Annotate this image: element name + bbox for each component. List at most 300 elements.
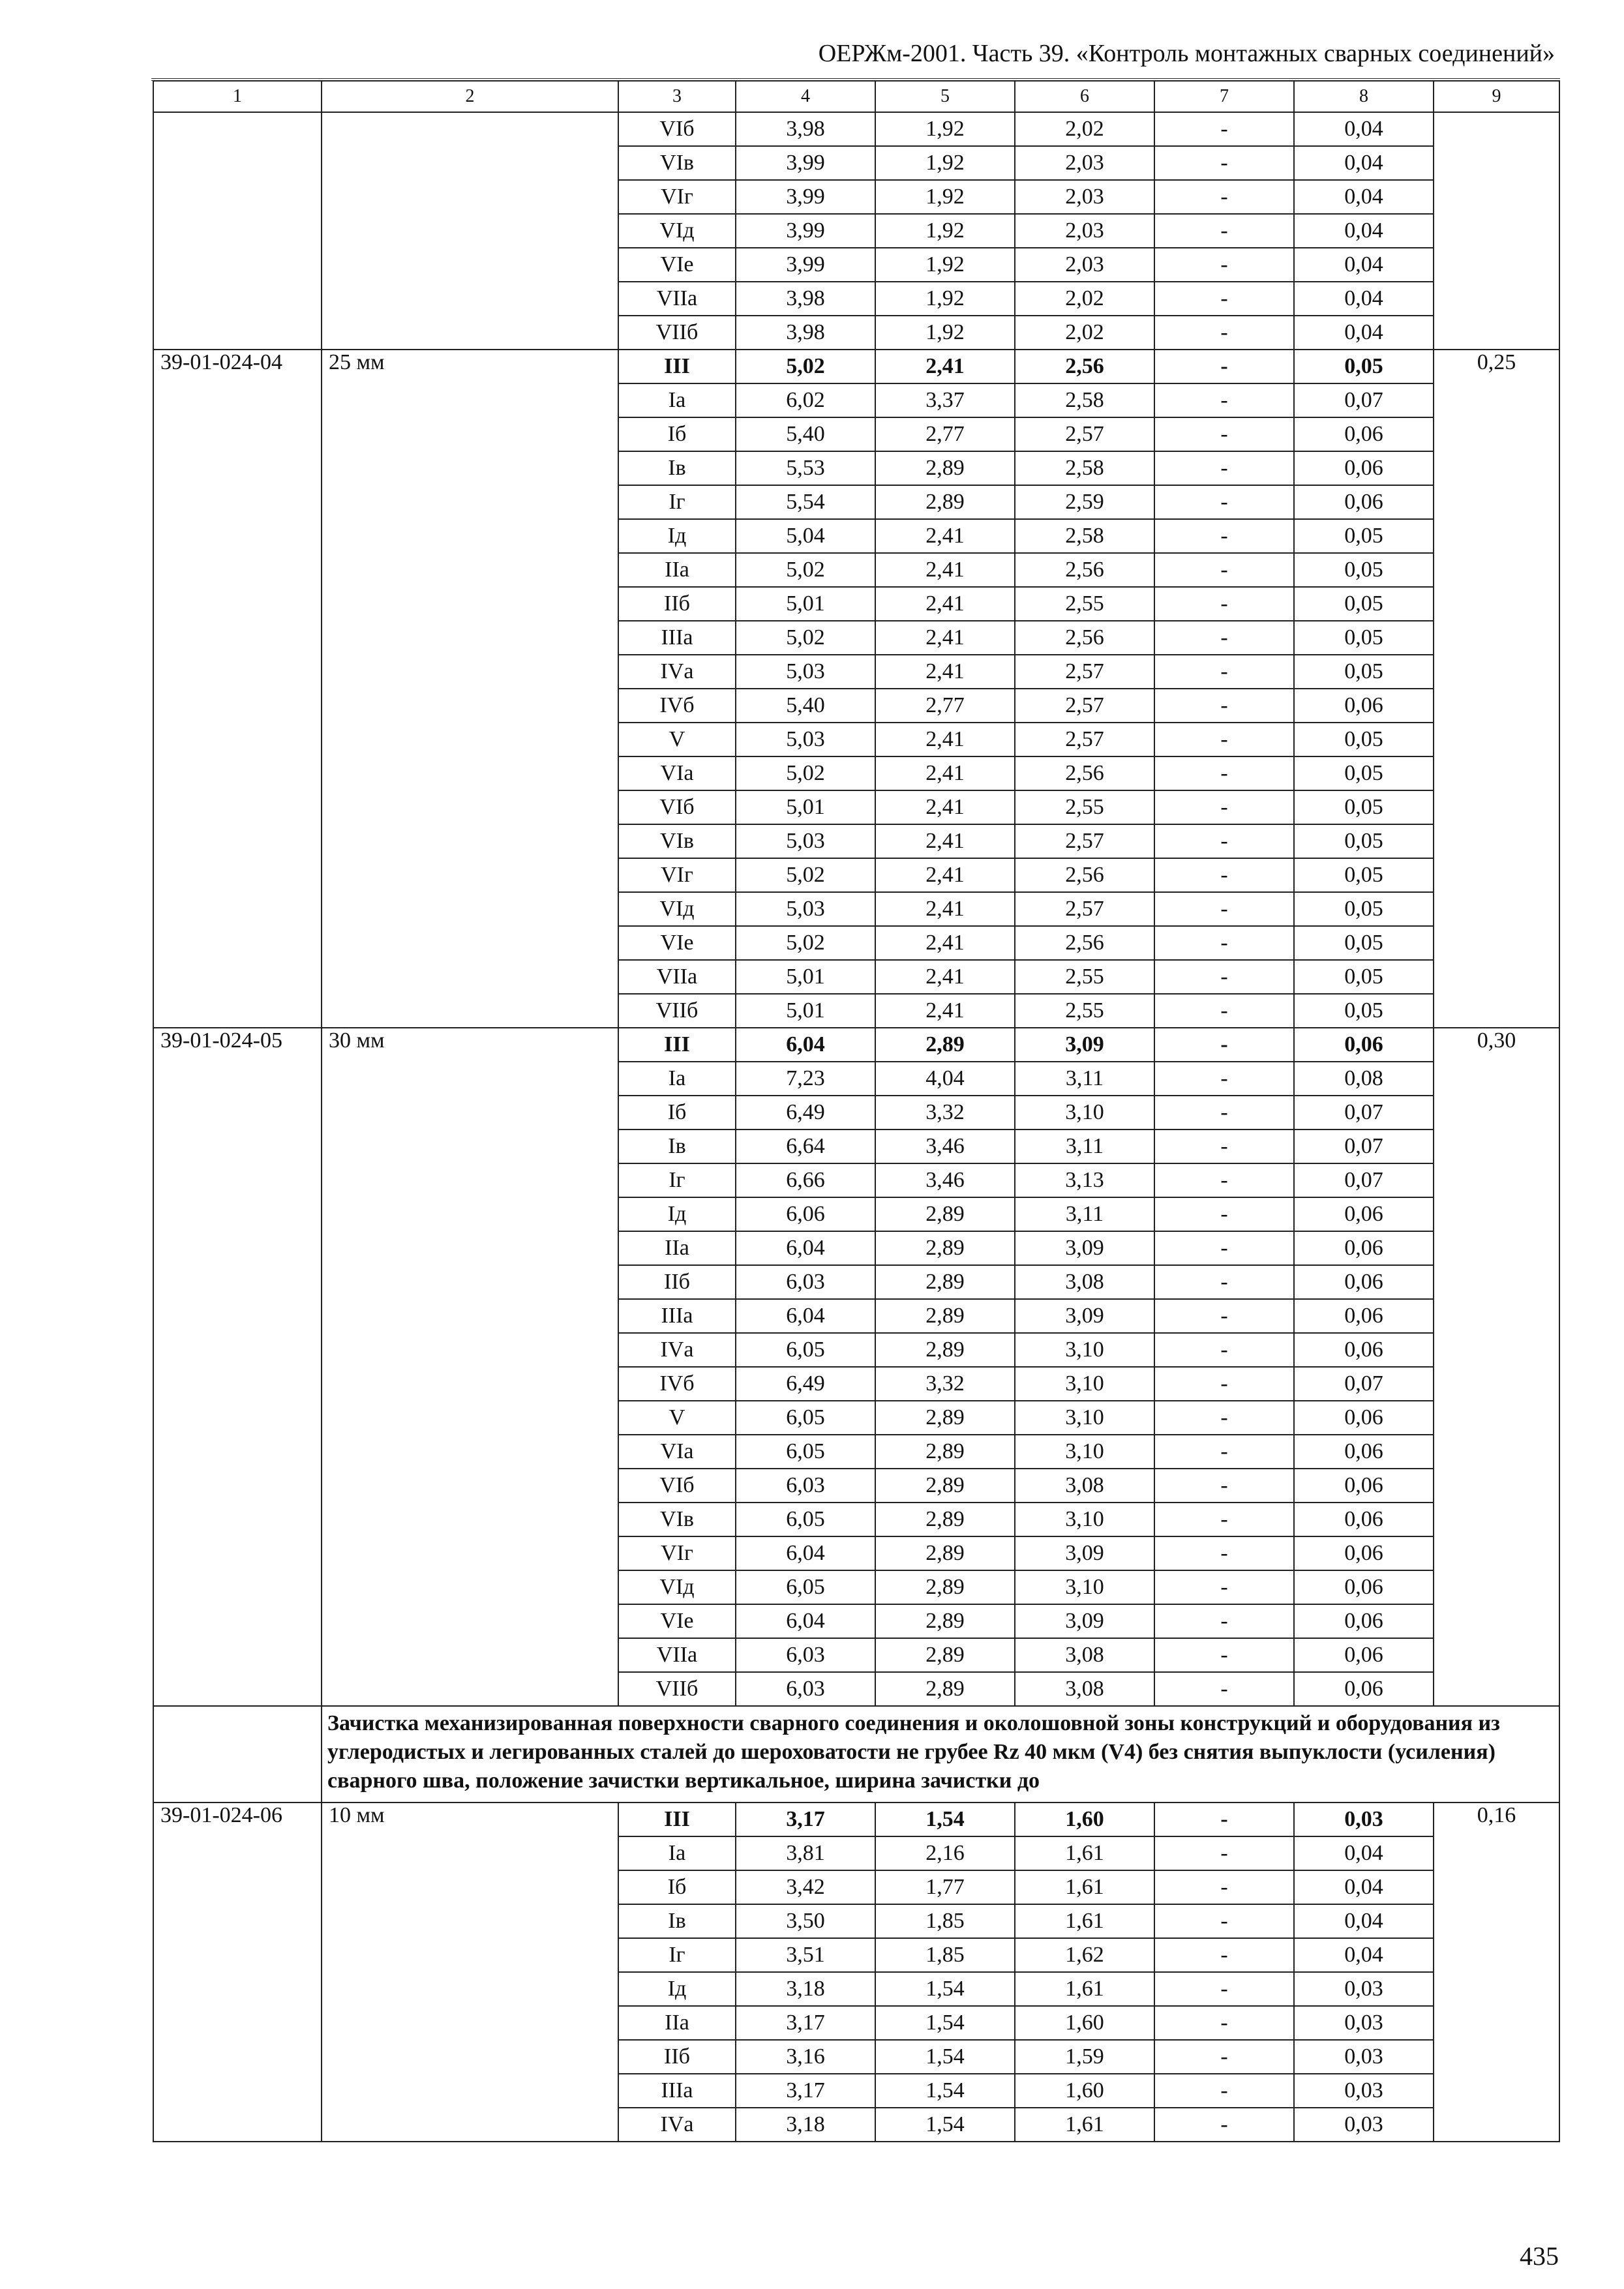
value-cell: 0,04 [1294,1938,1434,1972]
thickness-cell: 10 мм [322,1803,618,1836]
value-cell: 0,06 [1294,1536,1434,1570]
value-cell: 2,56 [1015,756,1154,790]
code-cell [153,1062,322,1096]
value-cell: 3,10 [1015,1503,1154,1536]
norm-cell [1434,1367,1559,1401]
value-cell: IIа [618,1231,736,1265]
code-cell: 39-01-024-05 [153,1028,322,1062]
thickness-cell [322,282,618,316]
table-row [153,2074,1559,2108]
value-cell: IVа [618,2108,736,2142]
value-cell: 1,61 [1015,1904,1154,1938]
value-cell: - [1154,1904,1294,1938]
code-cell [153,689,322,723]
thickness-cell [322,451,618,485]
value-cell: - [1154,1938,1294,1972]
value-cell: 2,89 [875,1638,1015,1672]
value-cell: Iа [618,1836,736,1870]
value-cell: 0,04 [1294,1870,1434,1904]
table-row [153,1333,1559,1367]
value-cell: 0,05 [1294,790,1434,824]
value-cell: IIа [618,553,736,587]
value-cell: 3,08 [1015,1469,1154,1503]
thickness-cell [322,1836,618,1870]
value-cell: 6,03 [736,1638,875,1672]
value-cell: 1,54 [875,1803,1015,1836]
column-number-cell: 3 [618,81,736,112]
thickness-cell [322,1503,618,1536]
thickness-cell [322,1536,618,1570]
thickness-cell [322,1130,618,1163]
value-cell: - [1154,960,1294,994]
table-row [153,214,1559,248]
value-cell: 5,02 [736,756,875,790]
value-cell: - [1154,1672,1294,1706]
value-cell: 2,03 [1015,146,1154,180]
value-cell: - [1154,519,1294,553]
value-cell: 2,77 [875,689,1015,723]
value-cell: 2,56 [1015,858,1154,892]
table-row [153,892,1559,926]
value-cell: 0,05 [1294,892,1434,926]
value-cell: IIа [618,2006,736,2040]
value-cell: Iд [618,519,736,553]
value-cell: 0,05 [1294,723,1434,756]
code-cell [153,2006,322,2040]
value-cell: 0,05 [1294,553,1434,587]
value-cell: 1,54 [875,1972,1015,2006]
value-cell: - [1154,112,1294,146]
code-cell [153,1367,322,1401]
value-cell: 3,13 [1015,1163,1154,1197]
norm-cell [1434,655,1559,689]
code-cell [153,248,322,282]
value-cell: 6,03 [736,1672,875,1706]
value-cell: VIв [618,824,736,858]
value-cell: VIб [618,790,736,824]
rates-table-body [153,81,1559,2142]
value-cell: 5,03 [736,655,875,689]
value-cell: VIг [618,180,736,214]
value-cell: 1,54 [875,2006,1015,2040]
value-cell: 2,03 [1015,180,1154,214]
value-cell: 2,41 [875,994,1015,1028]
value-cell: 2,41 [875,723,1015,756]
code-cell [153,1333,322,1367]
code-cell [153,1904,322,1938]
value-cell: 0,04 [1294,112,1434,146]
value-cell: - [1154,248,1294,282]
table-row [153,451,1559,485]
value-cell: 5,40 [736,689,875,723]
thickness-cell [322,1904,618,1938]
norm-cell [1434,1570,1559,1604]
value-cell: 0,06 [1294,1299,1434,1333]
value-cell: 2,41 [875,519,1015,553]
code-cell [153,1265,322,1299]
value-cell: 1,59 [1015,2040,1154,2074]
value-cell: - [1154,1333,1294,1367]
value-cell: VIе [618,926,736,960]
value-cell: 2,02 [1015,112,1154,146]
value-cell: - [1154,2074,1294,2108]
norm-cell [1434,1401,1559,1435]
value-cell: - [1154,316,1294,350]
value-cell: IVб [618,1367,736,1401]
value-cell: 6,64 [736,1130,875,1163]
value-cell: 0,06 [1294,1197,1434,1231]
value-cell: Iд [618,1972,736,2006]
thickness-cell [322,112,618,146]
thickness-cell [322,2074,618,2108]
table-row [153,2006,1559,2040]
value-cell: 6,66 [736,1163,875,1197]
value-cell: 3,46 [875,1163,1015,1197]
table-row [153,1503,1559,1536]
value-cell: - [1154,553,1294,587]
thickness-cell [322,723,618,756]
value-cell: 3,10 [1015,1435,1154,1469]
value-cell: 3,10 [1015,1570,1154,1604]
value-cell: 2,56 [1015,621,1154,655]
code-cell [153,960,322,994]
value-cell: 5,01 [736,790,875,824]
value-cell: - [1154,1638,1294,1672]
norm-cell [1434,1972,1559,2006]
table-row [153,1130,1559,1163]
value-cell: - [1154,892,1294,926]
value-cell: - [1154,655,1294,689]
value-cell: Iд [618,1197,736,1231]
value-cell: 5,03 [736,723,875,756]
code-cell [153,180,322,214]
code-cell [153,519,322,553]
thickness-cell [322,1367,618,1401]
value-cell: - [1154,1401,1294,1435]
value-cell: IIIа [618,1299,736,1333]
code-cell [153,1231,322,1265]
value-cell: 1,92 [875,214,1015,248]
value-cell: 2,16 [875,1836,1015,1870]
thickness-cell [322,1435,618,1469]
value-cell: 2,56 [1015,350,1154,383]
value-cell: 3,99 [736,248,875,282]
value-cell: 2,89 [875,1604,1015,1638]
norm-cell [1434,2006,1559,2040]
value-cell: - [1154,451,1294,485]
value-cell: IIб [618,1265,736,1299]
norm-cell [1434,417,1559,451]
description-row [153,1706,1559,1803]
value-cell: 2,56 [1015,553,1154,587]
value-cell: 2,41 [875,960,1015,994]
value-cell: 5,03 [736,892,875,926]
norm-cell [1434,926,1559,960]
code-cell [153,790,322,824]
value-cell: 6,03 [736,1265,875,1299]
code-cell [153,926,322,960]
value-cell: 1,61 [1015,1836,1154,1870]
column-number-cell: 4 [736,81,875,112]
norm-cell [1434,1231,1559,1265]
value-cell: 2,02 [1015,282,1154,316]
value-cell: 3,09 [1015,1604,1154,1638]
value-cell: VIе [618,248,736,282]
value-cell: VIIб [618,994,736,1028]
value-cell: 2,56 [1015,926,1154,960]
value-cell: - [1154,282,1294,316]
value-cell: 2,58 [1015,451,1154,485]
value-cell: 2,57 [1015,655,1154,689]
value-cell: 6,02 [736,383,875,417]
norm-cell [1434,214,1559,248]
value-cell: 0,03 [1294,2108,1434,2142]
value-cell: 2,57 [1015,417,1154,451]
description-text: Зачистка механизированная поверхности сварного соединения и околошовной зоны конструкций и оборудования из углеродистых и легированных сталей до шероховатости не грубее Rz 40 мкм (V4) без снятия выпуклости (усиления) сварного шва, положение зачистки вертикальное, ширина зачистки до [322,1706,1559,1803]
value-cell: 0,05 [1294,519,1434,553]
value-cell: 0,04 [1294,214,1434,248]
norm-cell [1434,756,1559,790]
value-cell: 2,41 [875,350,1015,383]
value-cell: - [1154,1062,1294,1096]
norm-cell [1434,1604,1559,1638]
value-cell: VIв [618,1503,736,1536]
thickness-cell [322,1401,618,1435]
table-row [153,621,1559,655]
value-cell: 2,89 [875,1401,1015,1435]
value-cell: 5,02 [736,926,875,960]
value-cell: 0,06 [1294,1401,1434,1435]
value-cell: 2,89 [875,1299,1015,1333]
thickness-cell: 25 мм [322,350,618,383]
value-cell: 5,53 [736,451,875,485]
table-row [153,350,1559,383]
value-cell: 3,42 [736,1870,875,1904]
value-cell: - [1154,1130,1294,1163]
value-cell: 3,17 [736,2006,875,2040]
value-cell: 2,03 [1015,248,1154,282]
value-cell: 0,06 [1294,1265,1434,1299]
value-cell: 1,92 [875,282,1015,316]
table-row [153,1570,1559,1604]
table-row [153,1367,1559,1401]
norm-cell [1434,587,1559,621]
table-row [153,1197,1559,1231]
thickness-cell [322,994,618,1028]
table-row [153,519,1559,553]
thickness-cell [322,383,618,417]
value-cell: 2,89 [875,1536,1015,1570]
value-cell: 3,08 [1015,1638,1154,1672]
value-cell: 2,55 [1015,994,1154,1028]
value-cell: 0,07 [1294,1130,1434,1163]
code-cell [153,1299,322,1333]
value-cell: Iв [618,451,736,485]
table-row [153,1836,1559,1870]
value-cell: - [1154,858,1294,892]
value-cell: 3,51 [736,1938,875,1972]
value-cell: 0,06 [1294,1570,1434,1604]
column-number-cell: 8 [1294,81,1434,112]
value-cell: 5,01 [736,960,875,994]
value-cell: VIб [618,1469,736,1503]
rates-table [153,80,1560,2142]
norm-cell [1434,146,1559,180]
value-cell: VIб [618,112,736,146]
value-cell: IVа [618,1333,736,1367]
table-row [153,1469,1559,1503]
code-cell [153,587,322,621]
value-cell: - [1154,1870,1294,1904]
value-cell: 3,32 [875,1367,1015,1401]
code-cell [153,2108,322,2142]
code-cell [153,553,322,587]
value-cell: 1,85 [875,1938,1015,1972]
value-cell: III [618,350,736,383]
value-cell: - [1154,146,1294,180]
value-cell: 6,03 [736,1469,875,1503]
value-cell: - [1154,180,1294,214]
thickness-cell [322,1299,618,1333]
value-cell: 0,06 [1294,1231,1434,1265]
value-cell: VIг [618,1536,736,1570]
table-row [153,1401,1559,1435]
value-cell: 1,85 [875,1904,1015,1938]
norm-cell [1434,960,1559,994]
code-cell [153,1638,322,1672]
code-cell [153,994,322,1028]
value-cell: 2,41 [875,553,1015,587]
value-cell: 6,05 [736,1401,875,1435]
norm-cell [1434,553,1559,587]
norm-cell [1434,248,1559,282]
code-cell [153,858,322,892]
value-cell: - [1154,723,1294,756]
value-cell: 2,41 [875,621,1015,655]
value-cell: VIа [618,756,736,790]
thickness-cell [322,824,618,858]
value-cell: 2,89 [875,1469,1015,1503]
code-cell [153,1503,322,1536]
thickness-cell [322,621,618,655]
norm-cell [1434,180,1559,214]
value-cell: 1,60 [1015,2006,1154,2040]
value-cell: - [1154,1028,1294,1062]
thickness-cell [322,1231,618,1265]
value-cell: 3,10 [1015,1096,1154,1130]
value-cell: 3,10 [1015,1401,1154,1435]
thickness-cell [322,1972,618,2006]
table-row [153,1265,1559,1299]
value-cell: - [1154,790,1294,824]
code-cell [153,723,322,756]
thickness-cell [322,214,618,248]
value-cell: 0,06 [1294,1604,1434,1638]
value-cell: 2,77 [875,417,1015,451]
description-empty-cell [153,1706,322,1803]
value-cell: 3,99 [736,146,875,180]
value-cell: Iв [618,1130,736,1163]
value-cell: - [1154,689,1294,723]
norm-cell [1434,723,1559,756]
value-cell: Iг [618,1163,736,1197]
norm-cell [1434,383,1559,417]
thickness-cell [322,553,618,587]
norm-cell [1434,316,1559,350]
value-cell: - [1154,621,1294,655]
value-cell: 3,11 [1015,1062,1154,1096]
table-row [153,1604,1559,1638]
value-cell: - [1154,1435,1294,1469]
table-row [153,1638,1559,1672]
value-cell: 1,61 [1015,1972,1154,2006]
norm-cell [1434,1130,1559,1163]
value-cell: Iв [618,1904,736,1938]
value-cell: 2,57 [1015,824,1154,858]
column-number-cell: 2 [322,81,618,112]
page-number: 435 [1520,2241,1559,2271]
table-row [153,316,1559,350]
value-cell: 2,41 [875,756,1015,790]
value-cell: VIIа [618,282,736,316]
value-cell: Iб [618,417,736,451]
value-cell: 6,49 [736,1096,875,1130]
norm-cell [1434,1870,1559,1904]
value-cell: 2,57 [1015,892,1154,926]
value-cell: 3,46 [875,1130,1015,1163]
value-cell: Iа [618,383,736,417]
column-number-cell: 5 [875,81,1015,112]
value-cell: 6,04 [736,1028,875,1062]
table-row [153,1062,1559,1096]
value-cell: 2,89 [875,451,1015,485]
table-row [153,2040,1559,2074]
table-row [153,824,1559,858]
value-cell: 3,50 [736,1904,875,1938]
value-cell: IIIа [618,621,736,655]
thickness-cell [322,960,618,994]
norm-cell [1434,519,1559,553]
value-cell: 0,07 [1294,1163,1434,1197]
value-cell: 1,54 [875,2074,1015,2108]
value-cell: - [1154,2108,1294,2142]
value-cell: - [1154,383,1294,417]
thickness-cell [322,756,618,790]
thickness-cell [322,1265,618,1299]
value-cell: 3,09 [1015,1536,1154,1570]
norm-cell [1434,1333,1559,1367]
code-cell [153,1401,322,1435]
value-cell: 3,10 [1015,1367,1154,1401]
table-row [153,1028,1559,1062]
value-cell: 3,98 [736,282,875,316]
value-cell: 2,89 [875,1265,1015,1299]
value-cell: 3,11 [1015,1130,1154,1163]
norm-cell: 0,25 [1434,350,1559,383]
value-cell: 5,03 [736,824,875,858]
thickness-cell [322,1062,618,1096]
value-cell: VIIб [618,316,736,350]
value-cell: 0,05 [1294,587,1434,621]
norm-cell [1434,1904,1559,1938]
value-cell: 6,05 [736,1570,875,1604]
norm-cell [1434,112,1559,146]
value-cell: 0,03 [1294,1803,1434,1836]
table-row [153,383,1559,417]
value-cell: - [1154,1096,1294,1130]
value-cell: VIIа [618,1638,736,1672]
table-row [153,180,1559,214]
